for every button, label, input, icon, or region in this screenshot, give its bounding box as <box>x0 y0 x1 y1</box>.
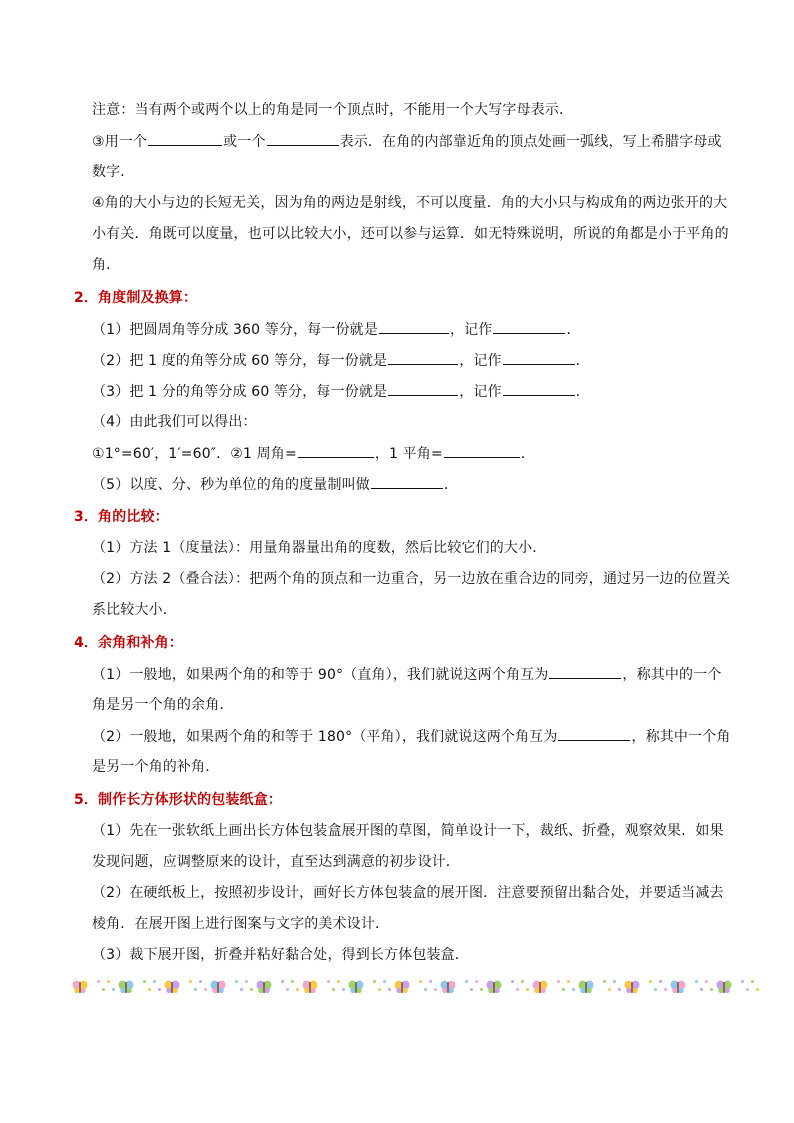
butterfly-icon <box>578 980 594 994</box>
item3-text-b: 或一个 <box>223 134 266 150</box>
item3-text-c: 表示．在角的内部靠近角的顶点处画一弧线，写上希腊字母或 <box>339 134 722 150</box>
dot <box>419 980 422 983</box>
section4-heading: 4．余角和补角： <box>74 635 183 651</box>
dot <box>342 988 345 991</box>
section5-line-2: 发现问题，应调整原来的设计，直至达到满意的初步设计． <box>92 854 460 870</box>
dots-ornament <box>603 984 621 991</box>
dot <box>194 988 197 991</box>
section2-line-3 <box>92 381 590 402</box>
fill-blank[interactable] <box>371 474 443 489</box>
dot <box>112 988 115 991</box>
butterfly-icon <box>302 980 318 994</box>
dot <box>97 980 100 983</box>
dots-ornament <box>741 984 759 991</box>
butterfly-icon <box>72 980 88 994</box>
dot <box>562 988 565 991</box>
dots-ornament <box>465 984 483 991</box>
section5-line-5: （3）裁下展开图，折叠并粘好黏合处，得到长方体包装盒． <box>92 947 469 963</box>
butterfly-icon <box>256 980 272 994</box>
text: ． <box>575 353 590 369</box>
section2-heading: 2．角度制及换算： <box>74 290 198 306</box>
section2-line-2 <box>92 350 590 371</box>
text: ． <box>575 384 590 400</box>
dot <box>567 980 570 983</box>
dot <box>189 980 192 983</box>
text: ，1 平角= <box>374 446 443 462</box>
dot <box>603 980 606 983</box>
fill-blank[interactable] <box>549 664 621 679</box>
dot <box>378 988 381 991</box>
dot <box>424 988 427 991</box>
dot <box>332 988 335 991</box>
text: ，称其中的一个 <box>622 667 722 683</box>
section2-line-5 <box>92 443 535 464</box>
dots-ornament <box>419 984 437 991</box>
text: ①1°=60′，1′=60″．②1 周角= <box>92 446 297 462</box>
item3-line <box>92 131 722 152</box>
dot <box>102 988 105 991</box>
dot <box>240 988 243 991</box>
text: （2）一般地，如果两个角的和等于 180°（平角），我们就说这两个角互为 <box>92 729 558 745</box>
fill-blank[interactable] <box>558 726 630 741</box>
section5-line-4: 棱角．在展开图上进行图案与文字的美术设计． <box>92 916 390 932</box>
note-line: 注意：当有两个或两个以上的角是同一个顶点时，不能用一个大写字母表示． <box>92 102 574 118</box>
butterfly-icon <box>440 980 456 994</box>
dot <box>434 988 437 991</box>
dot <box>148 988 151 991</box>
text: （5）以度、分、秒为单位的角的度量制叫做 <box>92 477 370 493</box>
section4-line-4: 是另一个角的补角． <box>92 759 220 775</box>
dots-ornament <box>97 984 115 991</box>
dot <box>557 980 560 983</box>
dot <box>281 980 284 983</box>
text: ． <box>443 477 459 493</box>
dot <box>158 988 161 991</box>
fill-blank[interactable] <box>503 350 575 365</box>
item3-line-2: 数字． <box>92 164 135 180</box>
dot <box>751 980 754 983</box>
dot <box>465 980 468 983</box>
dot <box>511 980 514 983</box>
dot <box>705 980 708 983</box>
dot <box>521 980 524 983</box>
dot <box>526 988 529 991</box>
dots-ornament <box>557 984 575 991</box>
fill-blank[interactable] <box>503 381 575 396</box>
dot <box>654 988 657 991</box>
text: （1）一般地，如果两个角的和等于 90°（直角），我们就说这两个角互为 <box>92 667 549 683</box>
butterfly-icon <box>118 980 134 994</box>
dot <box>204 988 207 991</box>
dot <box>695 980 698 983</box>
fill-blank[interactable] <box>444 443 520 458</box>
section3-line-3: 系比较大小． <box>92 602 177 618</box>
dot <box>388 988 391 991</box>
dots-ornament <box>235 984 253 991</box>
dot <box>373 980 376 983</box>
dot <box>756 988 759 991</box>
dot <box>143 980 146 983</box>
dot <box>618 988 621 991</box>
item4-line-3: 角． <box>92 257 121 273</box>
text: ，记作 <box>459 384 502 400</box>
section5-line-1: （1）先在一张软纸上画出长方体包装盒展开图的草图，简单设计一下，裁纸、折叠，观察效果．如果 <box>92 823 724 839</box>
section3-line-1: （1）方法 1（度量法）：用量角器量出角的度数，然后比较它们的大小． <box>92 540 547 556</box>
butterfly-icon <box>164 980 180 994</box>
fill-blank[interactable] <box>388 381 458 396</box>
fill-blank[interactable] <box>267 131 339 146</box>
butterfly-icon <box>394 980 410 994</box>
text: ，记作 <box>449 322 493 338</box>
fill-blank[interactable] <box>379 319 449 334</box>
section4-line-2: 角是另一个角的余角． <box>92 697 234 713</box>
dot <box>470 988 473 991</box>
section4-line-3 <box>92 726 731 747</box>
text: ，称其中一个角 <box>631 729 731 745</box>
butterfly-icon <box>210 980 226 994</box>
dot <box>250 988 253 991</box>
dot <box>746 988 749 991</box>
dot <box>383 980 386 983</box>
section4-line-1 <box>92 664 721 685</box>
fill-blank[interactable] <box>388 350 458 365</box>
text: ，记作 <box>459 353 502 369</box>
text: （1）把圆周角等分成 360 等分，每一份就是 <box>92 322 378 338</box>
fill-blank[interactable] <box>493 319 565 334</box>
item3-text-a: ③用一个 <box>92 134 148 150</box>
dot <box>480 988 483 991</box>
dot <box>664 988 667 991</box>
dots-ornament <box>143 984 161 991</box>
butterfly-icon <box>716 980 732 994</box>
text: （2）把 1 度的角等分成 60 等分，每一份就是 <box>92 353 388 369</box>
butterfly-icon <box>624 980 640 994</box>
fill-blank[interactable] <box>298 443 374 458</box>
section2-line-4: （4）由此我们可以得出： <box>92 414 257 430</box>
dot <box>700 988 703 991</box>
item4-line-2: 小有关．角既可以度量，也可以比较大小，还可以参与运算．如无特殊说明，所说的角都是小于平角的 <box>92 226 729 242</box>
dot <box>429 980 432 983</box>
dot <box>327 980 330 983</box>
butterfly-icon <box>532 980 548 994</box>
dots-ornament <box>281 984 299 991</box>
dot <box>245 980 248 983</box>
dot <box>649 980 652 983</box>
section2-line-6 <box>92 474 458 495</box>
dot <box>199 980 202 983</box>
dot <box>516 988 519 991</box>
dot <box>107 980 110 983</box>
dots-ornament <box>189 984 207 991</box>
item4-line-1: ④角的大小与边的长短无关，因为角的两边是射线，不可以度量．角的大小只与构成角的两边张开的大 <box>92 195 728 211</box>
dots-ornament <box>327 984 345 991</box>
dot <box>286 988 289 991</box>
dots-ornament <box>695 984 713 991</box>
dots-ornament <box>649 984 667 991</box>
dot <box>337 980 340 983</box>
dot <box>608 988 611 991</box>
decorative-border <box>72 976 722 998</box>
fill-blank[interactable] <box>148 131 222 146</box>
butterfly-icon <box>348 980 364 994</box>
dot <box>235 980 238 983</box>
text: （3）把 1 分的角等分成 60 等分，每一份就是 <box>92 384 388 400</box>
dot <box>572 988 575 991</box>
dots-ornament <box>373 984 391 991</box>
section3-line-2: （2）方法 2（叠合法）：把两个角的顶点和一边重合，另一边放在重合边的同旁，通过另一边的位置关 <box>92 571 731 587</box>
dot <box>741 980 744 983</box>
butterfly-icon <box>486 980 502 994</box>
butterfly-icon <box>670 980 686 994</box>
dot <box>710 988 713 991</box>
dot <box>153 980 156 983</box>
section3-heading: 3．角的比较： <box>74 509 169 525</box>
dot <box>659 980 662 983</box>
section2-line-1 <box>92 319 581 340</box>
dots-ornament <box>511 984 529 991</box>
section5-line-3: （2）在硬纸板上，按照初步设计，画好长方体包装盒的展开图．注意要预留出黏合处，并要适当减去 <box>92 885 724 901</box>
dot <box>296 988 299 991</box>
text: ． <box>566 322 581 338</box>
section5-heading: 5．制作长方体形状的包装纸盒： <box>74 792 282 808</box>
text: ． <box>520 446 535 462</box>
dot <box>291 980 294 983</box>
dot <box>613 980 616 983</box>
dot <box>475 980 478 983</box>
